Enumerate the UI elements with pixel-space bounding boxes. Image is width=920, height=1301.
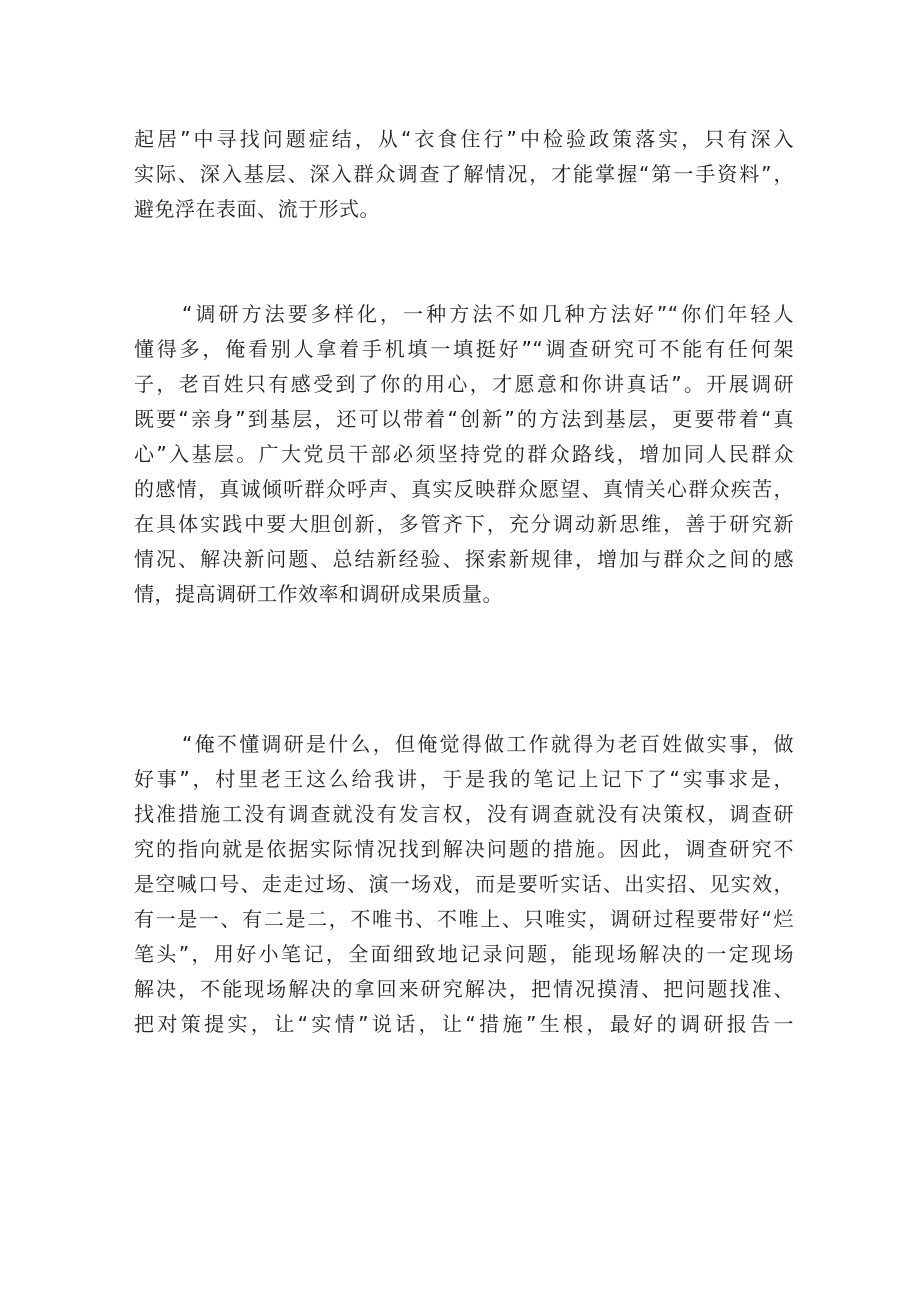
paragraph-1-line-2: 实际、深入基层、深入群众调查了解情况，才能掌握“第一手资料”， bbox=[134, 162, 794, 186]
paragraph-2-line-9: 情，提高调研工作效率和调研成果质量。 bbox=[134, 582, 503, 606]
paragraph-3-line-8: 解决，不能现场解决的拿回来研究解决，把情况摸清、把问题找准、 bbox=[134, 977, 794, 1001]
paragraph-3-line-6: 有一是一、有二是二，不唯书、不唯上、只唯实，调研过程要带好“烂 bbox=[134, 907, 794, 931]
paragraph-2 bbox=[134, 297, 794, 612]
paragraph-3-line-5: 是空喊口号、走走过场、演一场戏，而是要听实话、出实招、见实效， bbox=[134, 872, 794, 896]
paragraph-1 bbox=[134, 122, 794, 227]
paragraph-3-line-3: 找准措施工没有调查就没有发言权，没有调查就没有决策权，调查研 bbox=[134, 802, 794, 826]
paragraph-2-line-6: 的感情，真诚倾听群众呼声、真实反映群众愿望、真情关心群众疾苦， bbox=[134, 477, 794, 501]
paragraph-3-line-1: “俺不懂调研是什么，但俺觉得做工作就得为老百姓做实事，做 bbox=[182, 732, 794, 756]
paragraph-3-line-7: 笔头”，用好小笔记，全面细致地记录问题，能现场解决的一定现场 bbox=[134, 942, 794, 966]
paragraph-1-line-1: 起居”中寻找问题症结，从“衣食住行”中检验政策落实，只有深入 bbox=[134, 127, 794, 151]
paragraph-2-line-3: 子，老百姓只有感受到了你的用心，才愿意和你讲真话”。开展调研 bbox=[134, 372, 794, 396]
paragraph-3 bbox=[134, 727, 794, 1042]
paragraph-2-line-5: 心”入基层。广大党员干部必须坚持党的群众路线，增加同人民群众 bbox=[134, 442, 794, 466]
paragraph-2-line-7: 在具体实践中要大胆创新，多管齐下，充分调动新思维，善于研究新 bbox=[134, 512, 794, 536]
paragraph-3-line-9: 把对策提实，让“实情”说话，让“措施”生根，最好的调研报告一 bbox=[134, 1012, 794, 1036]
paragraph-2-line-1: “调研方法要多样化，一种方法不如几种方法好”“你们年轻人 bbox=[182, 302, 794, 326]
paragraph-2-line-8: 情况、解决新问题、总结新经验、探索新规律，增加与群众之间的感 bbox=[134, 547, 794, 571]
paragraph-2-line-2: 懂得多，俺看别人拿着手机填一填挺好”“调查研究可不能有任何架 bbox=[134, 337, 794, 361]
paragraph-3-line-4: 究的指向就是依据实际情况找到解决问题的措施。因此，调查研究不 bbox=[134, 837, 794, 861]
paragraph-1-line-3: 避免浮在表面、流于形式。 bbox=[134, 197, 380, 221]
paragraph-3-line-2: 好事”，村里老王这么给我讲，于是我的笔记上记下了“实事求是， bbox=[134, 767, 794, 791]
paragraph-2-line-4: 既要“亲身”到基层，还可以带着“创新”的方法到基层，更要带着“真 bbox=[134, 407, 794, 431]
